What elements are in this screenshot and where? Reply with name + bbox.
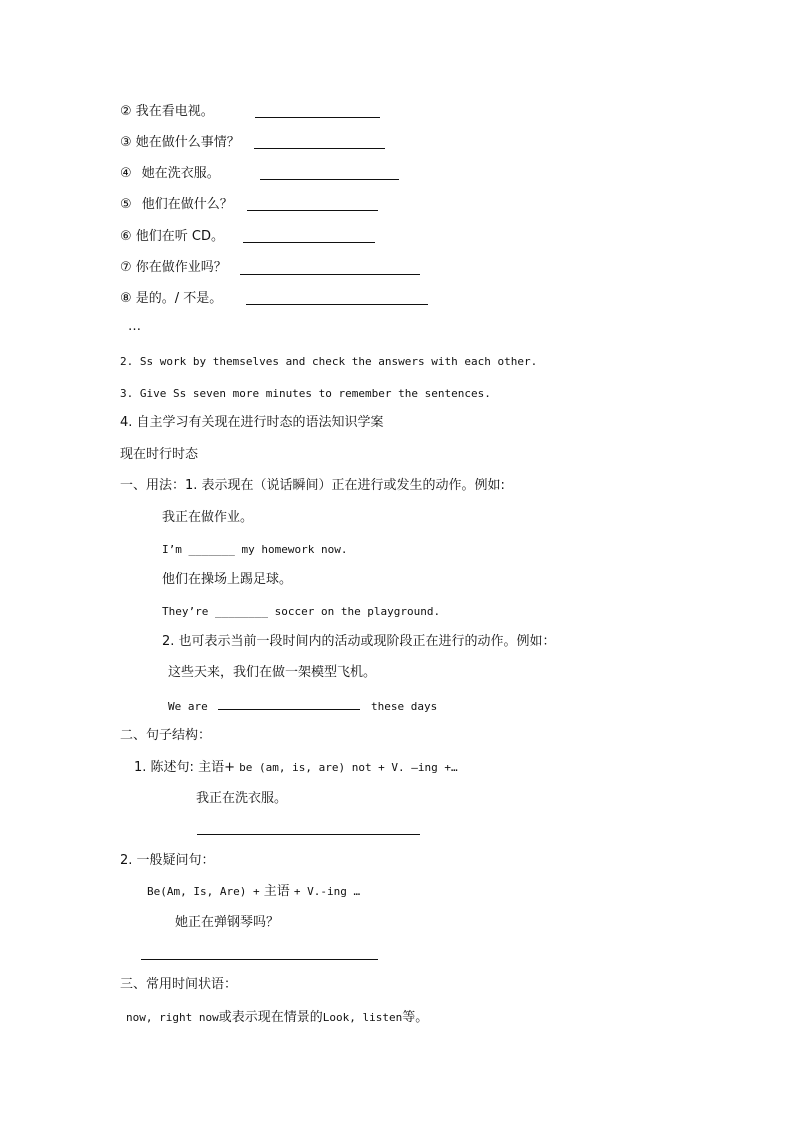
answer-blank[interactable] (254, 148, 385, 149)
time-words: now, right now或表示现在情景的Look, listen等。 (126, 1010, 429, 1025)
item-8 (120, 290, 222, 308)
item-number: ⑤ (120, 197, 132, 212)
item-text: 我在看电视。 (135, 104, 214, 119)
answer-blank[interactable] (255, 117, 380, 118)
answer-blank[interactable] (246, 304, 428, 305)
item-3 (120, 134, 240, 152)
fill-blank[interactable]: _______ (188, 543, 235, 556)
answer-blank[interactable] (243, 242, 375, 243)
item-7 (120, 259, 227, 277)
item-number: ③ (120, 135, 132, 150)
item-number: ④ (120, 166, 132, 181)
usage-heading: 一、用法：1. 表示现在（说话瞬间）正在进行或发生的动作。例如: (120, 478, 505, 493)
item-text: 他们在做什么？ (141, 197, 233, 212)
declarative-formula: 1. 陈述句: 主语+ be (am, is, are) not + V. –ing +… (134, 760, 458, 775)
item-6 (120, 228, 224, 246)
step-2: 2. Ss work by themselves and check the answers with each other. (120, 355, 538, 368)
example-2-chinese: 他们在操场上踢足球。 (162, 572, 293, 587)
item-number: ⑥ (120, 229, 132, 244)
item-text: 你在做作业吗？ (135, 260, 227, 275)
question-formula: Be(Am, Is, Are) + 主语 + V.-ing … (147, 884, 361, 899)
item-number: ⑦ (120, 260, 132, 275)
example-3-english: We are these days (168, 697, 437, 716)
item-text: 是的。/ 不是。 (135, 291, 223, 306)
item-text: 他们在听 CD。 (135, 229, 225, 244)
item-number: ⑧ (120, 291, 132, 306)
answer-blank[interactable] (197, 834, 420, 835)
answer-blank[interactable] (247, 210, 378, 211)
question-example: 她正在弹钢琴吗？ (175, 915, 280, 930)
item-number: ② (120, 104, 132, 119)
fill-blank[interactable] (218, 697, 360, 710)
grammar-title: 现在时行时态 (120, 447, 199, 462)
ellipsis: … (128, 319, 141, 334)
question-label: 2. 一般疑问句： (120, 853, 215, 868)
example-1-chinese: 我正在做作业。 (162, 510, 254, 525)
item-text: 她在做什么事情？ (135, 135, 240, 150)
answer-blank[interactable] (240, 274, 420, 275)
step-3: 3. Give Ss seven more minutes to remember the sentences. (120, 387, 491, 400)
item-text: 她在洗衣服。 (141, 166, 220, 181)
answer-blank[interactable] (260, 179, 399, 180)
declarative-example: 我正在洗衣服。 (196, 791, 288, 806)
item-2 (120, 103, 214, 121)
item-5 (120, 196, 233, 214)
example-1-english: I’m _______ my homework now. (162, 543, 348, 556)
usage-point-2: 2. 也可表示当前一段时间内的活动或现阶段正在进行的动作。例如： (162, 634, 556, 649)
answer-blank[interactable] (141, 959, 378, 960)
example-3-chinese: 这些天来，我们在做一架模型飞机。 (168, 665, 377, 680)
step-4: 4. 自主学习有关现在进行时态的语法知识学案 (120, 415, 384, 430)
structure-heading: 二、句子结构： (120, 728, 212, 743)
item-4 (120, 165, 220, 183)
time-heading: 三、常用时间状语： (120, 977, 238, 992)
fill-blank[interactable]: ________ (214, 605, 268, 618)
example-2-english: They’re ________ soccer on the playground. (162, 605, 441, 618)
